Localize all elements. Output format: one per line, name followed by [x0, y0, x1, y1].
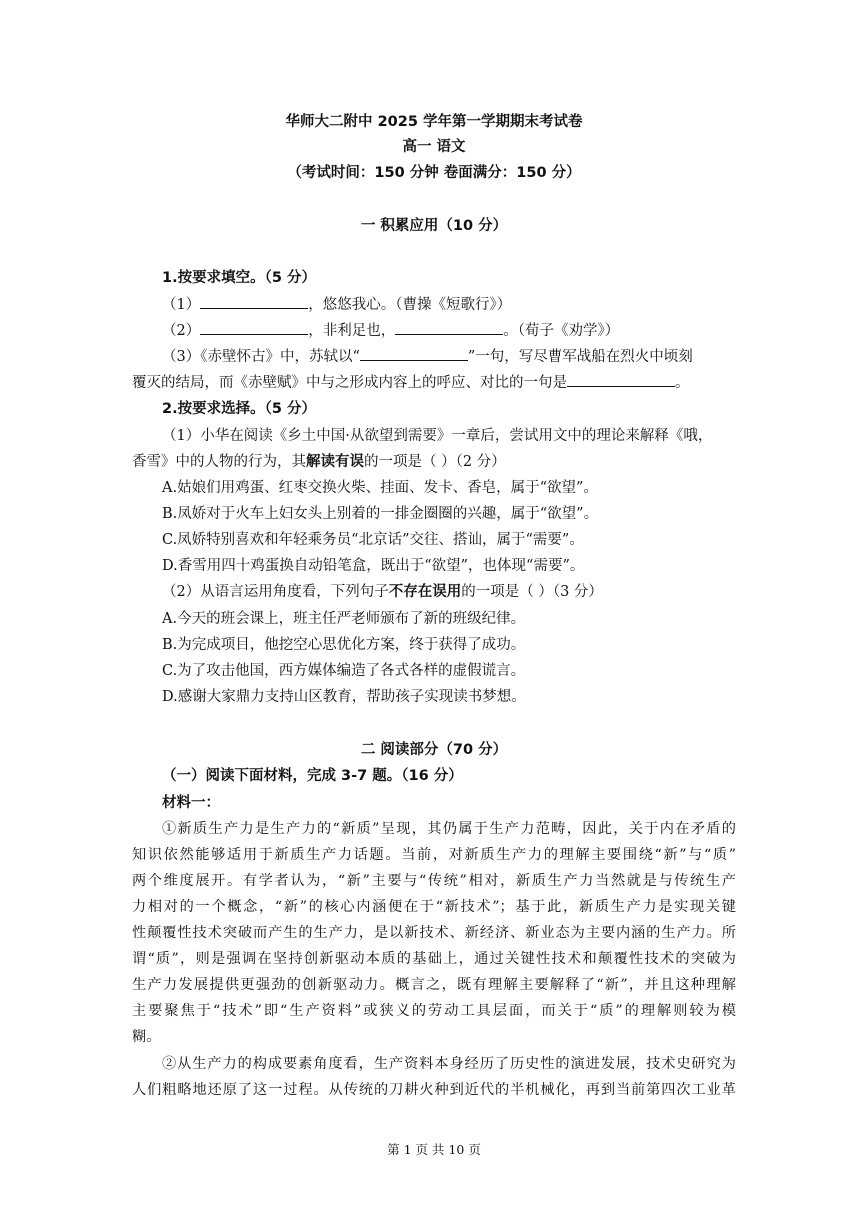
- q1-item3-line1: [162, 346, 762, 367]
- q2-sub2-option-c[interactable]: C.为了攻击他国，西方媒体编造了各式各样的虚假谎言。: [162, 663, 526, 679]
- q1-item1-number: （1）: [162, 297, 201, 313]
- q2-sub1-option-a[interactable]: A.姑娘们用鸡蛋、红枣交换火柴、挂面、发卡、香皂，属于“欲望”。: [162, 480, 598, 496]
- q1-title: 1.按要求填空。（5 分）: [162, 270, 316, 286]
- q2-sub1-emphasis: 解读有误: [306, 453, 364, 470]
- q2-sub1-line2-pre: 香雪》中的人物的行为，其: [132, 454, 306, 470]
- q1-item2-number: （2）: [162, 323, 201, 339]
- reading-part1-title: （一）阅读下面材料，完成 3-7 题。（16 分）: [162, 768, 463, 784]
- para2-line: ②从生产力的构成要素角度看，生产资料本身经历了历史性的演进发展，技术史研究为: [162, 1056, 736, 1072]
- q1-item2: [162, 320, 762, 341]
- q1-item2-blank-1[interactable]: [200, 320, 308, 335]
- q2-sub1-line1: （1）小华在阅读《乡土中国·从欲望到需要》一章后，尝试用文中的理论来解释《哦，: [162, 428, 713, 444]
- q1-item2-mid: ，非利足也，: [308, 323, 396, 339]
- para1-line: 生产力发展提供更强劲的创新驱动力。概言之，既有理解主要解释了“新”，并且这种理解: [132, 977, 736, 993]
- q2-sub1-line2: [132, 452, 752, 472]
- section1-heading: 一 积累应用（10 分）: [360, 218, 508, 234]
- para1-line: 主要聚焦于“技术”即“生产资料”或狭义的劳动工具层面，而关于“质”的理解则较为模: [132, 1003, 736, 1019]
- para1-line: 谓“质”，则是强调在坚持创新驱动本质的基础上，通过关键性技术和颠覆性技术的突破为: [132, 951, 736, 967]
- q1-item1-blank[interactable]: [200, 294, 308, 309]
- q2-sub1-line2-post: 的一项是（ ）（2 分）: [364, 454, 506, 470]
- q2-sub1-option-d[interactable]: D.香雪用四十鸡蛋换自动铅笔盒，既出于“欲望”，也体现“需要”。: [162, 558, 585, 574]
- q1-item3-line2-end: 。: [675, 375, 690, 391]
- section2-heading: 二 阅读部分（70 分）: [360, 742, 508, 758]
- q1-item3-blank-2[interactable]: [567, 372, 675, 387]
- q2-sub1-option-c[interactable]: C.凤娇特别喜欢和年轻乘务员“北京话”交往、搭讪，属于“需要”。: [162, 532, 584, 548]
- q2-sub2-option-d[interactable]: D.感谢大家鼎力支持山区教育，帮助孩子实现读书梦想。: [162, 689, 526, 705]
- q2-sub2-pre: （2）从语言运用角度看，下列句子: [162, 584, 389, 600]
- q1-item3-line2: [132, 372, 752, 393]
- q1-item1: [162, 294, 762, 315]
- q2-sub2-option-b[interactable]: B.为完成项目，他挖空心思优化方案，终于获得了成功。: [162, 637, 526, 653]
- para1-line: 性颠覆性技术突破而产生的生产力，是以新技术、新经济、新业态为主要内涵的生产力。所: [132, 925, 736, 941]
- q2-sub2-stem: [162, 582, 762, 602]
- para1-line: ①新质生产力是生产力的“新质”呈现，其仍属于生产力范畴，因此，关于内在矛盾的: [162, 821, 736, 837]
- para2-line: 人们粗略地还原了这一过程。从传统的刀耕火种到近代的半机械化，再到当前第四次工业革: [132, 1082, 736, 1098]
- exam-info: （考试时间：150 分钟 卷面满分：150 分）: [287, 165, 581, 181]
- q1-item2-text: 。（荀子《劝学》）: [503, 323, 620, 339]
- para1-line: 糊。: [132, 1029, 161, 1045]
- para1-line: 力相对的一个概念，“新”的核心内涵便在于“新技术”；基于此，新质生产力是实现关键: [132, 899, 736, 915]
- q2-sub2-option-a[interactable]: A.今天的班会课上，班主任严老师颁布了新的班级纪律。: [162, 611, 526, 627]
- page-footer: 第 1 页 共 10 页: [387, 1142, 481, 1157]
- q1-item1-text: ，悠悠我心。（曹操《短歌行》）: [308, 297, 512, 313]
- q2-sub2-emphasis: 不存在误用: [388, 583, 462, 600]
- exam-title: 华师大二附中 2025 学年第一学期期末考试卷: [285, 114, 583, 130]
- q2-title: 2.按要求选择。（5 分）: [162, 401, 316, 417]
- q2-sub1-option-b[interactable]: B.凤娇对于火车上妇女头上别着的一排金圈圈的兴趣，属于“欲望”。: [162, 506, 599, 522]
- material-label: 材料一：: [162, 795, 220, 811]
- q1-item3-line2-text: 覆灭的结局，而《赤壁赋》中与之形成内容上的呼应、对比的一句是: [132, 375, 567, 391]
- exam-subtitle: 高一 语文: [402, 139, 466, 155]
- q1-item3-blank-1[interactable]: [360, 346, 468, 361]
- q1-item3-pre: （3）《赤壁怀古》中，苏轼以“: [162, 349, 360, 365]
- q1-item2-blank-2[interactable]: [395, 320, 503, 335]
- q1-item3-post: ”一句，写尽曹军战船在烈火中顷刻: [467, 349, 693, 365]
- para1-line: 两个维度展开。有学者认为，“新”主要与“传统”相对，新质生产力当然就是与传统生产: [132, 873, 736, 889]
- para1-line: 知识依然能够适用于新质生产力话题。当前，对新质生产力的理解主要围绕“新”与“质”: [132, 847, 736, 863]
- q2-sub2-post: 的一项是（ ）（3 分）: [461, 584, 603, 600]
